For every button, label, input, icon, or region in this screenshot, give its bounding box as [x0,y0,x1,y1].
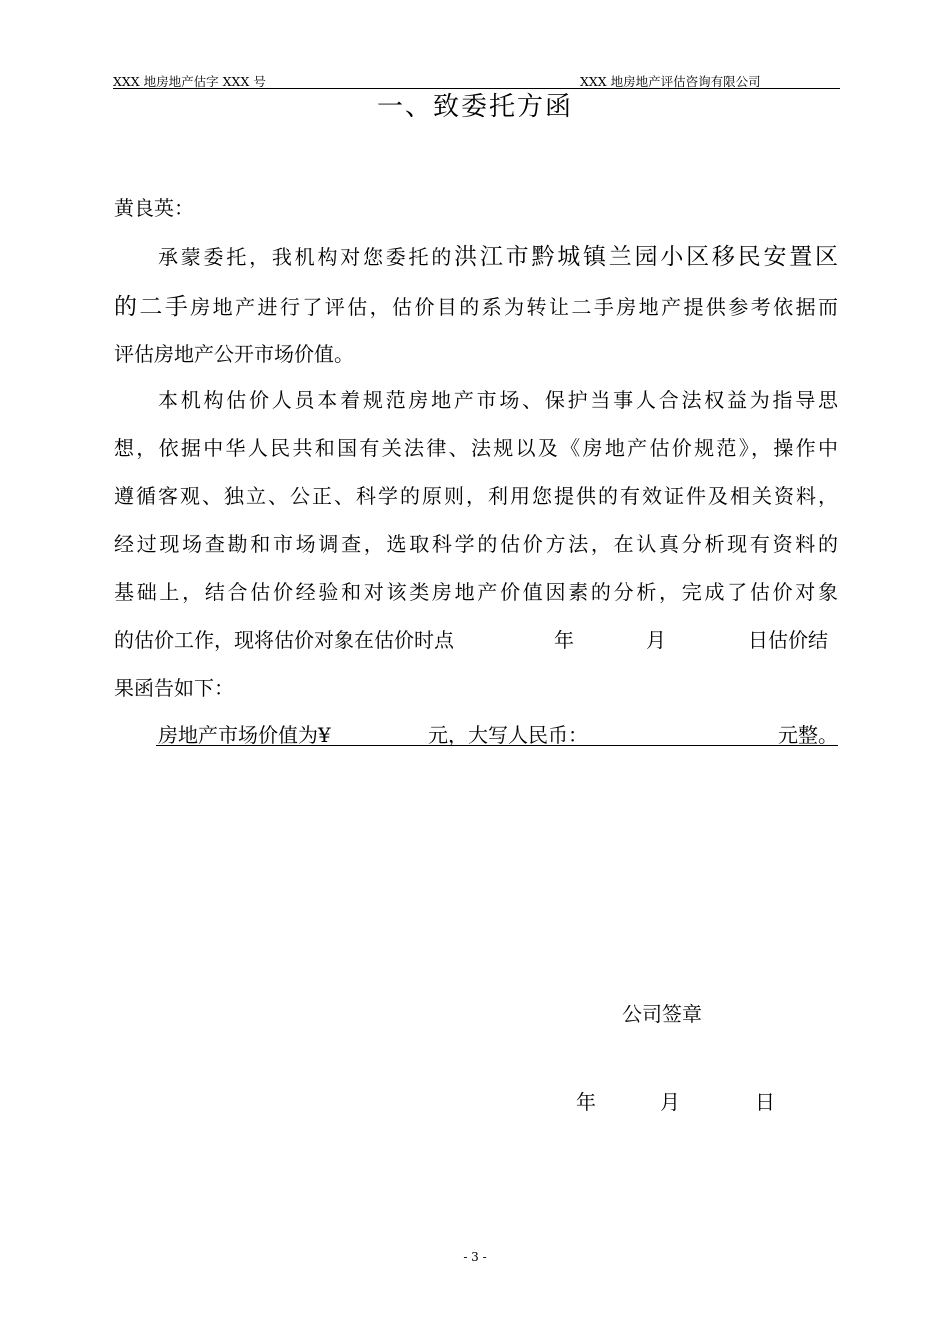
paragraph2-line1: 本机构估价人员本着规范房地产市场、保护当事人合法权益为指导思 [158,388,838,412]
header-company-name: XXX 地房地产评估咨询有限公司 [580,74,761,89]
paragraph2-line7: 果函告如下： [114,676,234,700]
valuation-month-label: 月 [646,628,666,652]
sign-month-label: 月 [660,1090,680,1114]
paragraph1-line1-b: 洪江市黔城镇兰园小区移民安置区 [454,244,839,270]
valuation-day-label: 日估价结 [748,628,828,652]
value-underline [156,745,838,746]
paragraph2-line6-a: 的估价工作，现将估价对象在估价时点 [114,628,454,652]
paragraph2-line5: 基础上，结合估价经验和对该类房地产价值因素的分析，完成了估价对象 [114,580,838,604]
paragraph1-line1 [158,238,838,271]
page-title: 一、致委托方函 [376,92,573,122]
sign-year-label: 年 [576,1090,596,1114]
salutation: 黄良英： [114,196,194,220]
paragraph1-line2 [114,288,838,321]
paragraph1-line3: 评估房地产公开市场价值。 [114,342,354,366]
company-seal-label: 公司签章 [622,1002,702,1026]
header-report-number: XXX 地房地产估字 XXX 号 [113,74,266,89]
paragraph2-line4: 经过现场查勘和市场调查，选取科学的估价方法，在认真分析现有资料的 [114,532,838,556]
paragraph1-line1-a: 承蒙委托，我机构对您委托的 [158,245,455,269]
market-value-label: 房地产市场价值为¥ [158,723,331,747]
paragraph2-line3: 遵循客观、独立、公正、科学的原则，利用您提供的有效证件及相关资料， [114,484,838,508]
valuation-year-label: 年 [554,628,574,652]
paragraph1-line2-a: 的二手 [114,294,191,320]
rmb-uppercase-label: 元，大写人民币： [428,723,588,747]
paragraph2-line2: 想，依据中华人民共和国有关法律、法规以及《房地产估价规范》，操作中 [114,436,838,460]
paragraph1-line2-b: 房地产进行了评估，估价目的系为转让二手房地产提供参考依据而 [190,295,839,319]
yuan-suffix-label: 元整。 [778,723,838,747]
sign-day-label: 日 [755,1090,775,1114]
page-number: - 3 - [463,1250,487,1264]
